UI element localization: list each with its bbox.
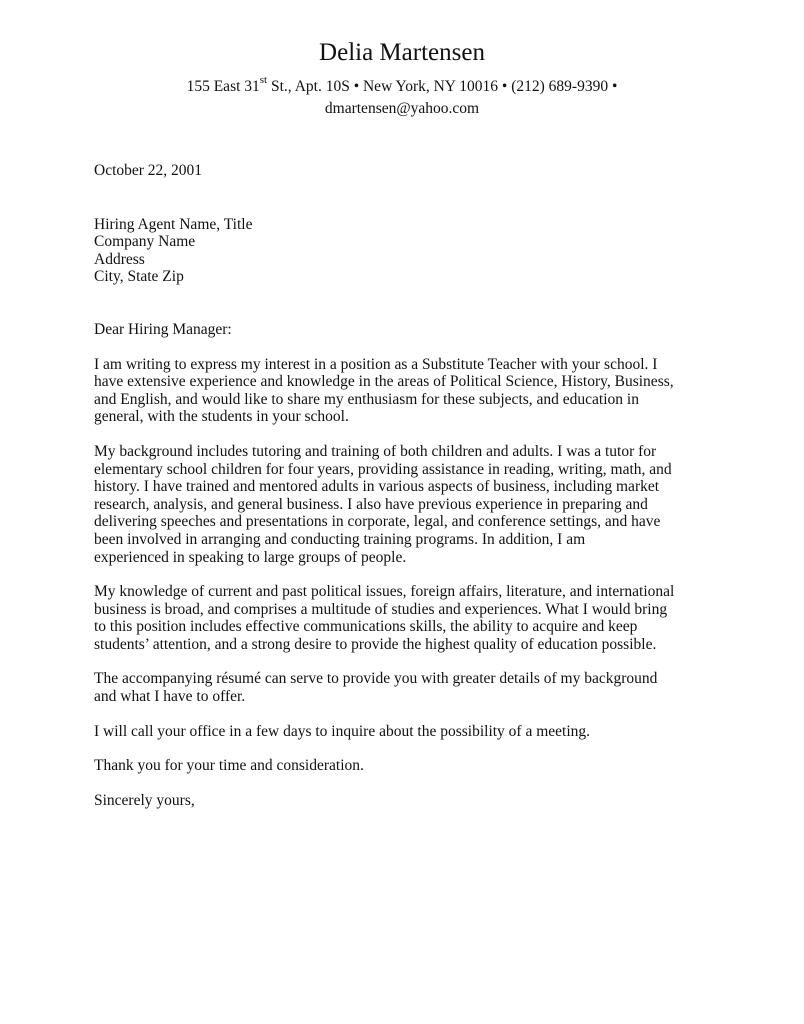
paragraph-line: My background includes tutoring and training of both children and adults. I was a tutor for bbox=[94, 442, 657, 460]
sender-address-prefix: 155 East 31 bbox=[186, 78, 260, 95]
letterhead bbox=[0, 38, 804, 120]
paragraph-line: and English, and would like to share my enthusiasm for these subjects, and education in bbox=[94, 390, 639, 408]
paragraph-line: been involved in arranging and conducting training programs. In addition, I am bbox=[94, 530, 586, 548]
sender-address-ordinal: st bbox=[259, 74, 268, 86]
paragraph-line: I will call your office in a few days to inquire about the possibility of a meeting. bbox=[94, 722, 591, 740]
recipient-name-title: Hiring Agent Name, Title bbox=[94, 215, 253, 233]
paragraph-line: general, with the students in your school. bbox=[94, 408, 349, 426]
recipient-city-state-zip: City, State Zip bbox=[94, 268, 184, 286]
paragraph-background bbox=[94, 443, 754, 566]
paragraph-follow-up bbox=[94, 723, 754, 741]
paragraph-line: The accompanying résumé can serve to provide you with greater details of my background bbox=[94, 670, 658, 688]
recipient-company: Company Name bbox=[94, 233, 196, 251]
letter-date: October 22, 2001 bbox=[94, 162, 203, 179]
paragraph-line: research, analysis, and general business. I also have previous experience in preparing and bbox=[94, 495, 648, 513]
paragraph-line: I am writing to express my interest in a position as a Substitute Teacher with your school. I bbox=[94, 355, 658, 373]
salutation: Dear Hiring Manager: bbox=[94, 320, 232, 338]
paragraph-interest bbox=[94, 356, 754, 426]
paragraph-line: to this position includes effective communications skills, the ability to acquire and keep bbox=[94, 618, 638, 636]
recipient-address: Address bbox=[94, 250, 145, 268]
paragraph-line: Thank you for your time and consideration. bbox=[94, 757, 364, 775]
paragraph-line: students’ attention, and a strong desire to provide the highest quality of education possible. bbox=[94, 635, 657, 653]
paragraph-line: My knowledge of current and past political issues, foreign affairs, literature, and international bbox=[94, 583, 675, 601]
recipient-block bbox=[94, 216, 754, 286]
paragraph-line: and what I have to offer. bbox=[94, 688, 246, 706]
paragraph-line: business is broad, and comprises a multitude of studies and experiences. What I would bring bbox=[94, 600, 668, 618]
sender-name: Delia Martensen bbox=[319, 39, 485, 66]
sender-email: dmartensen@yahoo.com bbox=[324, 100, 480, 117]
paragraph-line: elementary school children for four years, providing assistance in reading, writing, math, and bbox=[94, 460, 672, 478]
paragraph-line: experienced in speaking to large groups of people. bbox=[94, 548, 407, 566]
letter-body bbox=[94, 162, 754, 826]
paragraph-thanks bbox=[94, 757, 754, 775]
paragraph-line: delivering speeches and presentations in corporate, legal, and conference settings, and have bbox=[94, 513, 661, 531]
sender-address-suffix: St., Apt. 10S • New York, NY 10016 • (212) 689-9390 • bbox=[267, 78, 618, 95]
sender-contact-line bbox=[0, 76, 804, 98]
closing: Sincerely yours, bbox=[94, 791, 195, 809]
paragraph-resume bbox=[94, 670, 754, 705]
paragraph-knowledge bbox=[94, 583, 754, 653]
paragraph-line: history. I have trained and mentored adults in various aspects of business, including market bbox=[94, 478, 660, 496]
paragraph-line: have extensive experience and knowledge in the areas of Political Science, History, Business, bbox=[94, 373, 674, 391]
